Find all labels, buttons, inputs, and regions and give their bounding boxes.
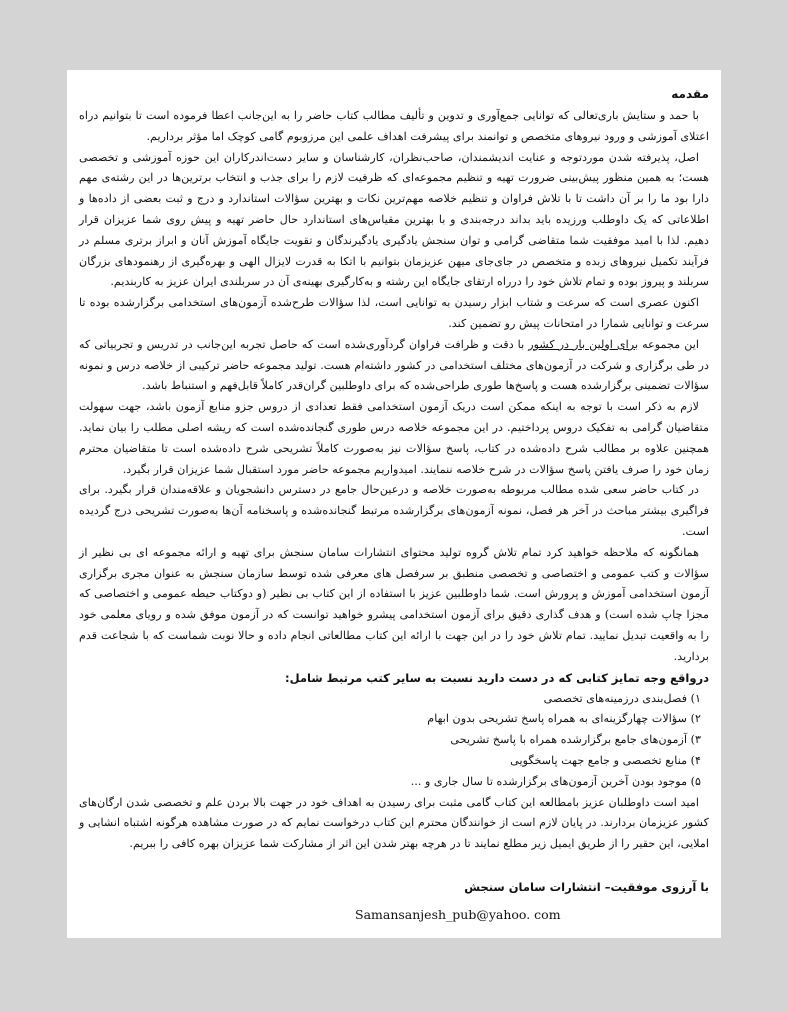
contact-email[interactable]: Samansanjesh_pub@yahoo. com <box>355 906 561 922</box>
document-page <box>67 70 721 938</box>
list-item: ۳) آزمون‌های جامع برگزارشده همراه با پاسخ تشریحی <box>450 733 701 747</box>
paragraph-note: لازم به ذکر است با توجه به اینکه ممکن است دریک آزمون استخدامی فقط تعدادی از دروس جزو منابع آزمون باشد، جهت سهولت متقاضیان گرامی به تفکیک دروس پرداختیم. در این مجموعه خلاصه درس طوری گنجانده‌شده است که ریشه اصلی مطلب را بیان نماید. همچنین علاوه بر مطالب شرح داده‌شده در کتاب، پاسخ سؤالات نیز به‌صورت کاملاً تشریحی شرح داده‌شده است تا متقاضیان محترم زمان خود را صرف یافتن پاسخ سؤالات در شرح خلاصه ننمایند. امیدواریم مجموعه حاضر مورد استقبال شما عزیزان قرار بگیرد. <box>79 400 709 476</box>
list-item: ۱) فصل‌بندی درزمینه‌های تخصصی <box>543 691 701 705</box>
collection-underlined-text: برای اولین بار در کشور <box>528 337 639 351</box>
features-heading: درواقع وجه تمایز کتابی که در دست دارید نسبت به سایر کتب مرتبط شامل: <box>285 670 709 685</box>
features-list <box>79 689 709 793</box>
collection-text-pre: این مجموعه <box>638 337 699 351</box>
list-item: ۲) سؤالات چهارگزینه‌ای به همراه پاسخ تشریحی بدون ابهام <box>427 712 701 726</box>
collection-text-post: با دقت و ظرافت فراوان گردآوری‌شده است که حاصل تجربه این‌جانب در تدریس و تجربیاتی که در طی برگزاری و شرکت در آزمون‌های مختلف استخدامی در کشور داشته‌ام هست. تولید مجموعه حاضر ترکیبی از خلاصه درس و نمونه سؤالات تضمینی برگزارشده هست و پاسخ‌ها طوری طراحی‌شده که برای داوطلبین گران‌قدر کاملاً قابل‌فهم و استنباط باشد. <box>79 337 709 393</box>
paragraph-publisher: همانگونه که ملاحظه خواهید کرد تمام تلاش گروه تولید محتوای انتشارات سامان سنجش برای تهیه و ارائه مجموعه ای بی نظیر از سؤالات و کتب عمومی و اختصاصی و تخصصی منطبق بر سرفصل های معرفی شده توسط سازمان سنجش به عنوان مجری برگزاری آزمون استخدامی آموزش و پرورش است. شما داوطلبین عزیز با استفاده از این کتاب بی نظیر (و دوکتاب حیطه عمومی و اختصاصی که مجزا چاپ شده است) و هدف گذاری دقیق برای آزمون استخدامی پیشرو خواهید توانست که در آزمون موفق شده و رویای معلمی خود را به واقعیت تبدیل نمایید. تمام تلاش خود را در این جهت با ارائه این کتاب مطالعاتی انجام داده و حالا نوبت شماست که با شجاعت قدم بردارید. <box>79 545 709 663</box>
closing-signature: با آرزوی موفقیت– انتشارات سامان سنجش <box>464 879 709 894</box>
paragraph-speed: اکنون عصری است که سرعت و شتاب ابزار رسیدن به توانایی است، لذا سؤالات طرح‌شده آزمون‌های استخدامی برگزارشده بوده تا سرعت و توانایی شمارا در امتحانات پیش رو تضمین کند. <box>79 296 709 330</box>
list-item: ۴) منابع تخصصی و جامع جهت پاسخگویی <box>510 753 701 767</box>
paragraph-summary: در کتاب حاضر سعی شده مطالب مربوطه به‌صورت خلاصه و درعین‌حال جامع در دسترس دانشجویان و علاقه‌مندان قرار بگیرد. برای فراگیری بیشتر مباحث در آخر هر فصل، نمونه آزمون‌های برگزارشده مرتبط گنجانده‌شده و پاسخنامه آن‌ها به‌صورت تشریحی درج گردیده است. <box>79 483 709 538</box>
paragraph-collection <box>79 335 709 397</box>
page-heading: مقدمه <box>671 87 709 101</box>
paragraph-closing-request: امید است داوطلبان عزیز بامطالعه این کتاب گامی مثبت برای رسیدن به اهداف خود در جهت بالا بردن علم و تخصصی شدن ارگان‌های کشور عزیزمان بردارند. در پایان لازم است از خوانندگان محترم این کتاب درخواست نمایم که در صورت مشاهده هرگونه اشتباه انشایی و املایی، این حقیر را از طریق ایمیل زیر مطلع نمایند تا در هرچه بهتر شدن این اثر از مشارکت شما عزیزان بهره کافی را ببریم. <box>79 795 709 851</box>
list-item: ۵) موجود بودن آخرین آزمون‌های برگزارشده تا سال جاری و ... <box>410 774 701 788</box>
paragraph-praise: با حمد و ستایش باری‌تعالی که توانایی جمع‌آوری و تدوین و تألیف مطالب کتاب حاضر را به این‌جانب اعطا فرموده است تا بتوانیم دراه اعتلای آموزشی و ورود نیروهای متخصص و توانمند برای پیشرفت اهداف علمی این مرزوبوم گامی کوچک اما مؤثر برداریم. <box>79 109 709 143</box>
paragraph-purpose: اصل، پذیرفته شدن موردتوجه و عنایت اندیشمندان، صاحب‌نظران، کارشناسان و سایر دست‌اندرکاران این حوزه آموزشی و تخصصی هست؛ به همین منظور پیش‌بینی ضرورت تهیه و تنظیم مجموعه‌ای که ظرفیت لازم را برای جذب و انتخاب برترین‌ها در این رشته‌ی مهم دارا بود ما را بر آن داشت تا با تلاش فراوان و تنظیم خلاصه مهم‌ترین نکات و بهترین سؤالات استاندارد و درج و ثبت بعضی از داده‌ها و اطلاعاتی که یک داوطلب ورزیده باید بداند درجه‌بندی و با بهترین مقیاس‌های استاندارد حال حاضر تهیه و پیش روی شما عزیزان قرار دهیم. لذا با امید موفقیت شما متقاضی گرامی و توان سنجش یادگیری یادگیرندگان و تقویت جایگاه آموزش آنان و ابراز برتری مسلم در فرآیند تکمیل نیروهای زبده و متخصص در جای‌جای میهن عزیزمان بتوانیم با اتکا به قدرت لایزال الهی و بهره‌گیری از رهنمودهای بزرگان سربلند و پیروز بوده و تمام تلاش خود را درراه ارتقای جایگاه این رشته و به‌کارگیری بهینه‌ی آن در سربلندی ایران عزیز به کاربندیم. <box>79 150 709 289</box>
